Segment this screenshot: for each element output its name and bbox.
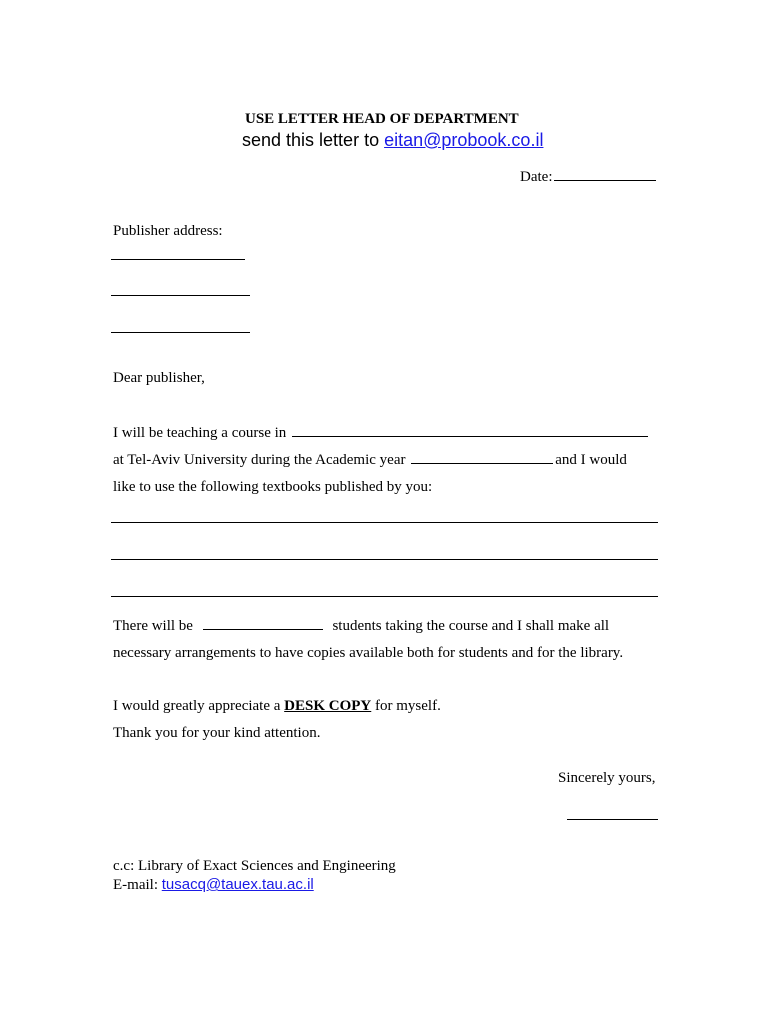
desk-copy-intro: I would greatly appreciate a [113,698,285,714]
date-blank [554,179,656,181]
heading: USE LETTER HEAD OF DEPARTMENT [245,111,519,127]
desk-copy-emphasis: DESK COPY [284,698,372,714]
date-line [520,169,658,186]
signature-line [567,819,658,820]
date-label: Date: [520,169,553,185]
para1-line1 [113,425,650,442]
publisher-label: Publisher address: [113,223,223,239]
address-line-2 [111,295,250,296]
would-text: and I would [555,452,627,468]
students-intro: There will be [113,618,193,634]
salutation: Dear publisher, [113,370,205,386]
course-blank [292,435,648,437]
desk-copy-line [113,698,441,715]
para1-line3: like to use the following textbooks published by you: [113,479,433,495]
send-email-link[interactable]: eitan@probook.co.il [384,130,544,150]
para1-line2 [113,452,627,469]
desk-copy-outro: for myself. [371,698,441,714]
academic-year-blank [411,462,553,464]
address-line-3 [111,332,250,333]
closing: Sincerely yours, [558,770,656,786]
send-instruction [242,130,543,151]
textbook-line-2 [111,559,658,560]
students-text: students taking the course and I shall make all [332,618,610,634]
students-blank [203,628,323,630]
para2-line1 [113,618,609,635]
textbook-line-3 [111,596,658,597]
send-prefix: send this letter to [242,130,385,150]
library-email-link[interactable]: tusacq@tauex.tau.ac.il [161,876,314,893]
address-line-1 [111,259,245,260]
textbook-line-1 [111,522,658,523]
course-intro: I will be teaching a course in [113,425,287,441]
cc-line: c.c: Library of Exact Sciences and Engineering [113,858,396,874]
email-label: E-mail: [113,877,162,893]
thanks-line: Thank you for your kind attention. [113,725,321,741]
academic-year-text: at Tel-Aviv University during the Academic year [113,452,406,468]
email-line [113,876,314,894]
para2-line2: necessary arrangements to have copies available both for students and for the library. [113,645,624,661]
